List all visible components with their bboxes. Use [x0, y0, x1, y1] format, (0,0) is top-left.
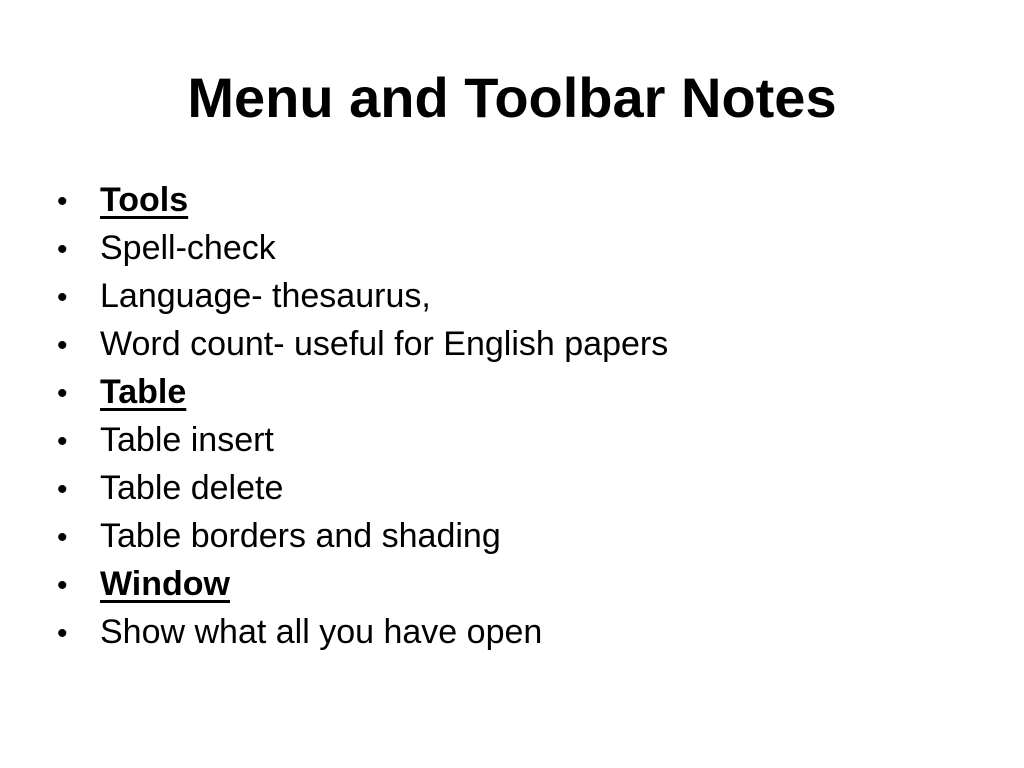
- bullet-item: [57, 512, 668, 560]
- bullet-item: [57, 608, 668, 656]
- bullet-text: Language- thesaurus,: [100, 277, 431, 315]
- bullet-item: [57, 224, 668, 272]
- bullet-list: [57, 176, 668, 656]
- bullet-text: Spell-check: [100, 229, 276, 267]
- bullet-item-table: [57, 368, 668, 416]
- section-heading-tools: Tools: [100, 181, 189, 219]
- bullet-icon: •: [57, 233, 68, 266]
- bullet-text: Table delete: [100, 469, 284, 507]
- bullet-icon: •: [57, 281, 68, 314]
- bullet-icon: •: [57, 185, 68, 218]
- bullet-item-tools: [57, 176, 668, 224]
- bullet-item: [57, 416, 668, 464]
- bullet-icon: •: [57, 617, 68, 650]
- bullet-icon: •: [57, 569, 68, 602]
- bullet-icon: •: [57, 377, 68, 410]
- bullet-icon: •: [57, 329, 68, 362]
- bullet-item-window: [57, 560, 668, 608]
- slide-title: Menu and Toolbar Notes: [187, 66, 837, 129]
- bullet-icon: •: [57, 521, 68, 554]
- bullet-text: Table borders and shading: [100, 517, 501, 555]
- bullet-item: [57, 272, 668, 320]
- bullet-item: [57, 464, 668, 512]
- bullet-icon: •: [57, 425, 68, 458]
- bullet-text: Word count- useful for English papers: [100, 325, 669, 363]
- bullet-text: Show what all you have open: [100, 613, 543, 651]
- bullet-text: Table insert: [100, 421, 274, 459]
- section-heading-table: Table: [100, 373, 187, 411]
- bullet-icon: •: [57, 473, 68, 506]
- bullet-item: [57, 320, 668, 368]
- section-heading-window: Window: [100, 565, 230, 603]
